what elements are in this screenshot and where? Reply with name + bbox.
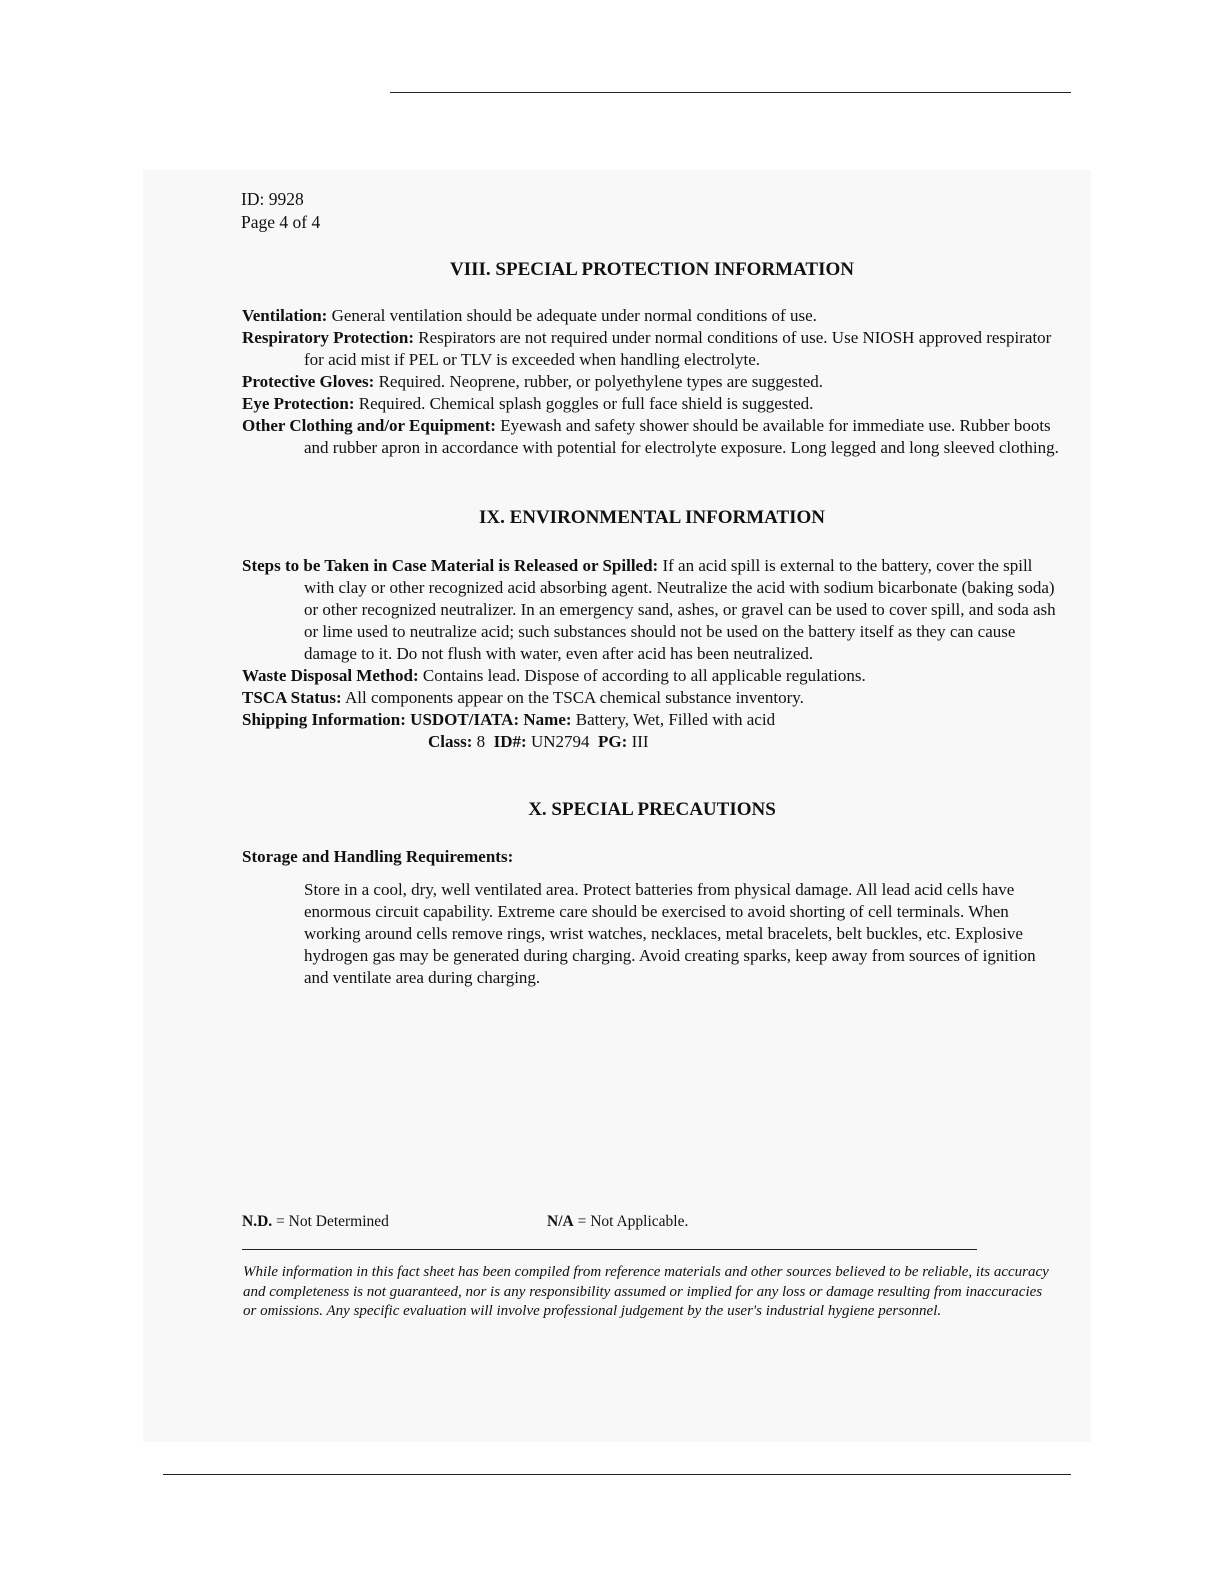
section-title-x: X. SPECIAL PRECAUTIONS xyxy=(528,799,776,820)
disclaimer-text: While information in this fact sheet has been compiled from reference materials and other sources believed to be reliable, its accuracy and completeness is not guaranteed, nor is any responsibility assumed or implied for any loss or damage resulting from inaccuracies or omissions. Any specific evaluation will involve professional judgement by the user's industrial hygiene personnel. xyxy=(243,1264,1049,1319)
respiratory-protection-entry: Respiratory Protection: Respirators are not required under normal conditions of use. Use NIOSH approved respirator for acid mist if PEL or TLV is exceeded when handling electrolyte. xyxy=(242,328,1052,369)
ventilation-entry: Ventilation: General ventilation should be adequate under normal conditions of use. xyxy=(242,306,817,325)
shipping-info-entry: Shipping Information: USDOT/IATA: Name: Battery, Wet, Filled with acid xyxy=(242,710,776,729)
eye-protection-entry: Eye Protection: Required. Chemical splash goggles or full face shield is suggested. xyxy=(242,394,814,413)
other-clothing-entry: Other Clothing and/or Equipment: Eyewash and safety shower should be available for immediate use. Rubber boots and rubber apron in accordance with potential for electrolyte exposure. Long legged and long sleeved clothing. xyxy=(242,416,1059,457)
section-viii-body xyxy=(242,305,1066,459)
bottom-rule xyxy=(163,1474,1071,1475)
legend-nd: N.D. = Not Determined xyxy=(242,1213,389,1230)
section-ix-body xyxy=(242,555,1066,753)
storage-handling-heading: Storage and Handling Requirements: xyxy=(242,847,514,866)
document-id: ID: 9928 xyxy=(241,189,304,209)
legend-na: N/A = Not Applicable. xyxy=(547,1213,689,1230)
footer-rule xyxy=(242,1249,977,1250)
tsca-status-entry: TSCA Status: All components appear on the TSCA chemical substance inventory. xyxy=(242,688,804,707)
section-title-viii: VIII. SPECIAL PROTECTION INFORMATION xyxy=(450,259,854,280)
protective-gloves-entry: Protective Gloves: Required. Neoprene, rubber, or polyethylene types are suggested. xyxy=(242,372,824,391)
storage-handling-text: Store in a cool, dry, well ventilated area. Protect batteries from physical damage. All lead acid cells have enormous circuit capability. Extreme care should be exercised to avoid shorting of cell terminals. When working around cells remove rings, wrist watches, necklaces, metal bracelets, belt buckles, etc. Explosive hydrogen gas may be generated during charging. Avoid creating sparks, keep away from sources of ignition and ventilate area during charging. xyxy=(304,880,1036,987)
top-rule xyxy=(390,92,1071,93)
section-title-ix: IX. ENVIRONMENTAL INFORMATION xyxy=(478,507,826,528)
spill-steps-entry: Steps to be Taken in Case Material is Released or Spilled: If an acid spill is external to the battery, cover the spill with clay or other recognized acid absorbing agent. Neutralize the acid with sodium bicarbonate (baking soda) or other recognized neutralizer. In an emergency sand, ashes, or gravel can be used to cover spill, and soda ash or lime used to neutralize acid; such substances should not be used on the battery itself as they can cause damage to it. Do not flush with water, even after acid has been neutralized. xyxy=(242,556,1056,663)
document-header xyxy=(241,188,320,234)
shipping-class-line: Class: 8 ID#: UN2794 PG: III xyxy=(428,732,649,751)
page-number: Page 4 of 4 xyxy=(241,212,321,232)
waste-disposal-entry: Waste Disposal Method: Contains lead. Dispose of according to all applicable regulations. xyxy=(242,666,866,685)
